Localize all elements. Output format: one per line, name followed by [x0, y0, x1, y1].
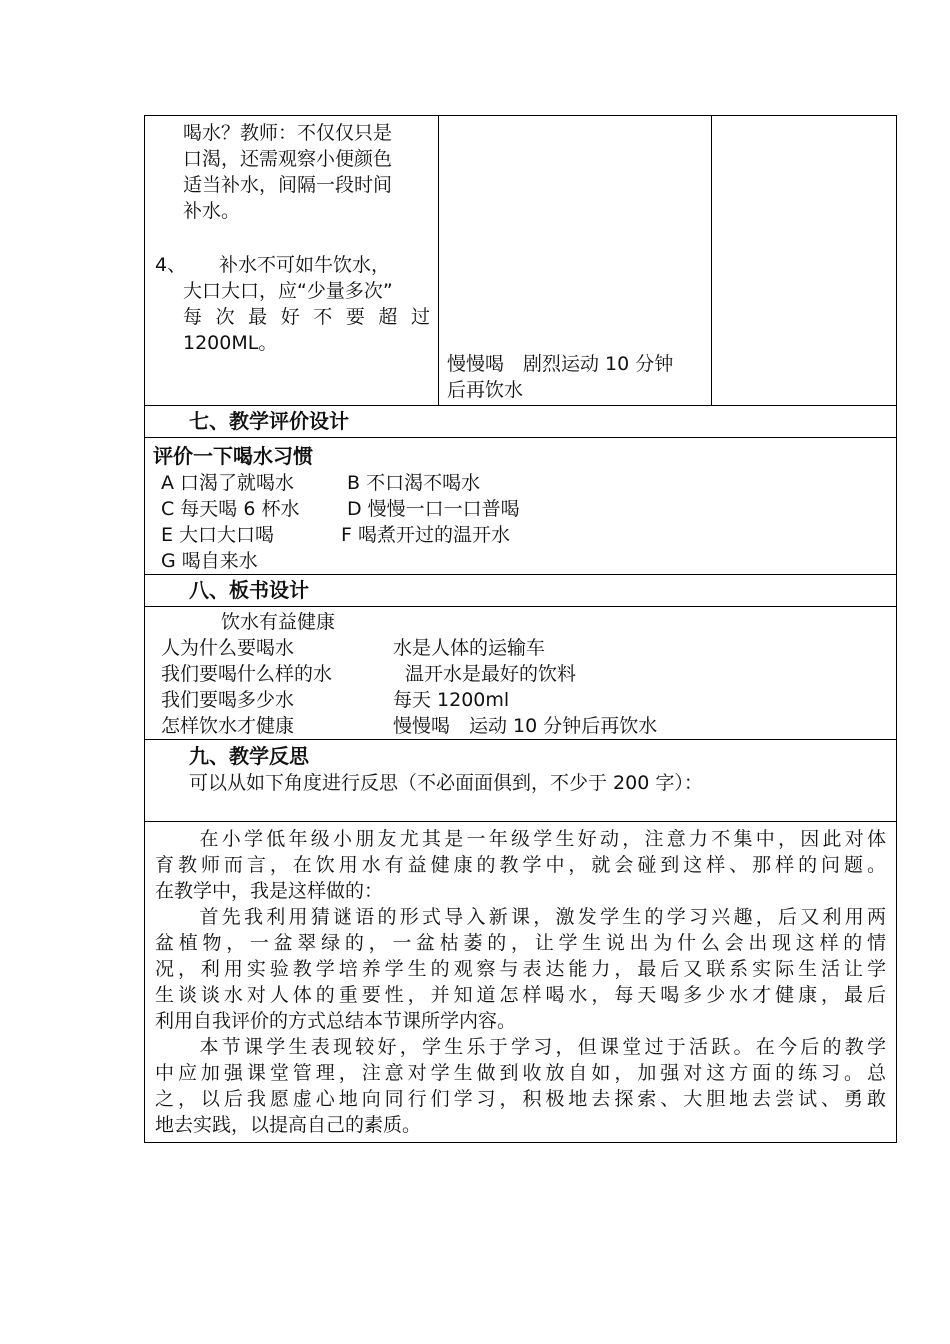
text-line: 每次最好不要超过: [183, 306, 430, 328]
text-line: 地去实践，以提高自己的素质。: [155, 1114, 422, 1136]
board-row: [161, 687, 896, 713]
option-item: G 喝自来水: [161, 550, 258, 572]
text-line: 慢慢喝 剧烈运动 10 分钟: [447, 353, 674, 375]
lesson-table: [144, 115, 897, 1143]
option-item: C 每天喝 6 杯水: [161, 498, 300, 520]
board-question: 我们要喝什么样的水: [161, 663, 333, 685]
method-cell: [439, 116, 712, 406]
reflection-body-cell: [145, 822, 897, 1143]
board-answer: 每天 1200ml: [393, 689, 510, 711]
reflection-paragraph: [155, 904, 886, 1034]
evaluation-cell: [145, 438, 897, 575]
option-row: [161, 548, 896, 574]
activity-row: [145, 116, 897, 406]
reflection-prompt: 可以从如下角度进行反思（不必面面俱到，不少于 200 字）：: [189, 772, 703, 794]
option-item: B 不口渴不喝水: [347, 472, 481, 494]
text-line: 适当补水，间隔一段时间: [183, 174, 393, 196]
board-question: 怎样饮水才健康: [161, 715, 295, 737]
text-line: 口渴，还需观察小便颜色: [183, 148, 393, 170]
board-question: 我们要喝多少水: [161, 689, 295, 711]
text-line: 补水。: [183, 200, 241, 222]
reflection-prompt-cell: [145, 740, 897, 822]
activity-cell: [145, 116, 439, 406]
text-line: 首先我利用猜谜语的形式导入新课，激发学生的学习兴趣，后又利用两: [155, 906, 886, 928]
option-item: F 喝煮开过的温开水: [341, 524, 510, 546]
text-line: 1200ML。: [183, 332, 278, 354]
board-row: [161, 713, 896, 739]
section-title-evaluation: 七、教学评价设计: [145, 406, 897, 438]
text-line: 中应加强课堂管理，注意对学生做到收放自如，加强对这方面的练习。总: [155, 1062, 886, 1084]
evaluation-subtitle: 评价一下喝水习惯: [153, 444, 313, 468]
lesson-plan-document: [144, 115, 896, 1143]
text-line: 况，利用实验教学培养学生的观察与表达能力，最后又联系实际生活让学: [155, 958, 886, 980]
board-cell: [145, 607, 897, 740]
option-item: A 口渴了就喝水: [161, 472, 295, 494]
reflection-paragraph: [155, 826, 886, 904]
reflection-paragraph: [155, 1034, 886, 1138]
text-line: 生谈谈水对人体的重要性，并知道怎样喝水，每天喝多少水才健康，最后: [155, 984, 886, 1006]
board-answer: 温开水是最好的饮料: [405, 663, 577, 685]
text-line: 在教学中，我是这样做的：: [155, 880, 384, 902]
option-item: E 大口大口喝: [161, 524, 275, 546]
option-row: [161, 470, 896, 496]
item-number: 4、: [155, 254, 187, 276]
board-answer: 慢慢喝 运动 10 分钟后再饮水: [393, 715, 658, 737]
board-row: [161, 635, 896, 661]
text-line: 本节课学生表现较好，学生乐于学习，但课堂过于活跃。在今后的教学: [155, 1036, 886, 1058]
section-title-board: 八、板书设计: [145, 575, 897, 607]
text-line: 在小学低年级小朋友尤其是一年级学生好动，注意力不集中，因此对体: [155, 828, 886, 850]
section-title-reflection: 九、教学反思: [189, 744, 309, 768]
text-line: 喝水？教师：不仅仅只是: [183, 122, 393, 144]
empty-cell: [712, 116, 897, 406]
text-line: 育教师而言，在饮用水有益健康的教学中，就会碰到这样、那样的问题。: [155, 854, 886, 876]
option-row: [161, 496, 896, 522]
board-question: 人为什么要喝水: [161, 637, 295, 659]
board-title: 饮水有益健康: [221, 611, 336, 633]
text-line: 补水不可如牛饮水，: [219, 254, 391, 276]
option-item: D 慢慢一口一口普喝: [347, 498, 520, 520]
text-line: 之，以后我愿虚心地向同行们学习，积极地去探索、大胆地去尝试、勇敢: [155, 1088, 886, 1110]
board-answer: 水是人体的运输车: [393, 637, 546, 659]
text-line: 盆植物，一盆翠绿的，一盆枯萎的，让学生说出为什么会出现这样的情: [155, 932, 886, 954]
text-line: 利用自我评价的方式总结本节课所学内容。: [155, 1010, 517, 1032]
text-line: 后再饮水: [447, 379, 524, 401]
board-row: [161, 661, 896, 687]
option-row: [161, 522, 896, 548]
text-line: 大口大口，应“少量多次”: [183, 280, 393, 302]
